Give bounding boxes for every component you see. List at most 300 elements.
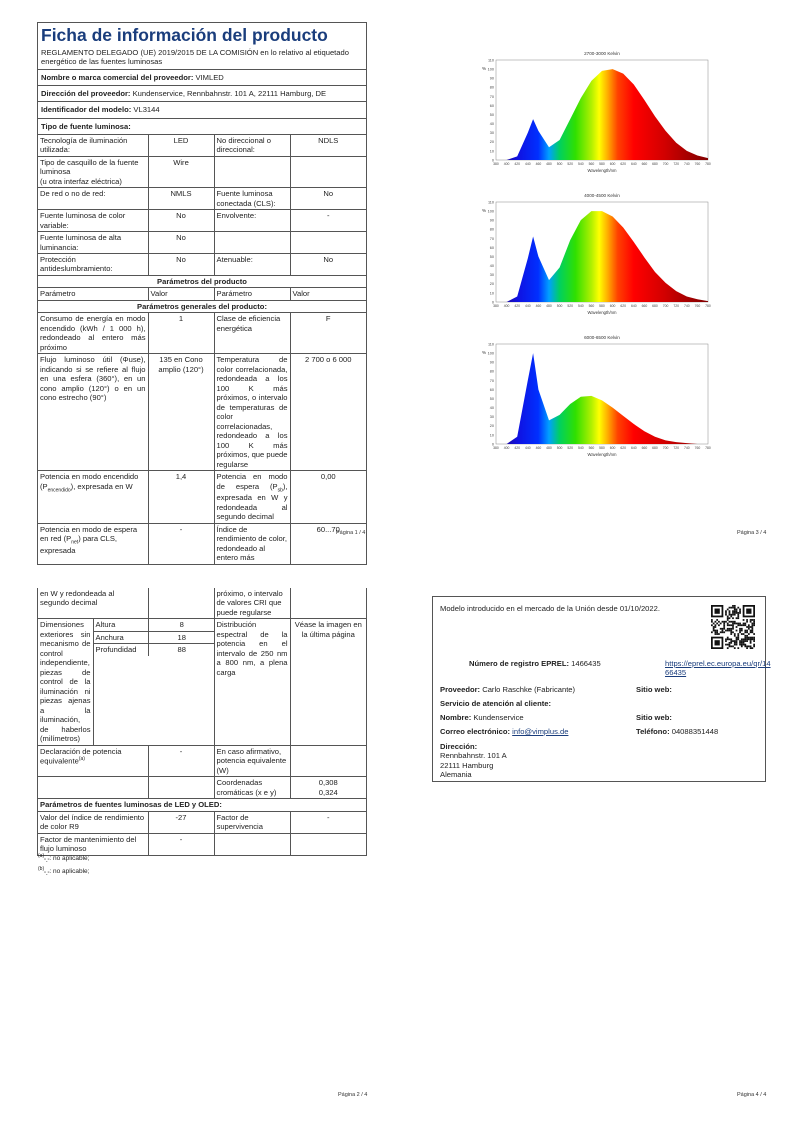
qr-code-icon[interactable] bbox=[711, 605, 755, 649]
product-sheet-page-1 bbox=[37, 22, 367, 565]
qr-module bbox=[734, 609, 736, 611]
qr-module bbox=[748, 628, 750, 630]
spectrum-title: 4000-4500 Kelvin bbox=[584, 193, 620, 198]
qr-module bbox=[713, 628, 715, 630]
qr-module bbox=[725, 630, 727, 632]
qr-module bbox=[730, 633, 732, 635]
x-tick-label: 520 bbox=[567, 304, 574, 308]
x-tick-label: 680 bbox=[652, 304, 658, 308]
qr-module bbox=[727, 616, 729, 618]
eprel-url-part-1: https://eprel.ec.europa.eu/qr/14 bbox=[665, 659, 771, 668]
power-on-label-end: ), expresada en W bbox=[70, 481, 133, 491]
qr-module bbox=[729, 612, 731, 614]
x-tick-label: 400 bbox=[503, 304, 510, 308]
x-axis-label: Wavelength/nm bbox=[587, 168, 617, 173]
table-cell bbox=[38, 471, 148, 524]
email-link[interactable]: info@vimplus.de bbox=[512, 727, 569, 736]
page-number-3: Página 3 / 4 bbox=[737, 530, 767, 536]
eprel-number: 1466435 bbox=[571, 659, 601, 668]
light-source-table bbox=[38, 135, 366, 564]
table-cell: Temperatura de color correlacionada, redondeada a los 100 K más próximos, o intervalo de temperaturas de color correlacionadas, redondeado a los 100 K más próximos, que puede regularse bbox=[214, 354, 290, 471]
qr-module bbox=[734, 647, 736, 649]
table-cell: próximo, o intervalo de valores CRI que puede regularse bbox=[214, 588, 290, 619]
x-tick-label: 460 bbox=[535, 162, 542, 166]
x-tick-label: 480 bbox=[546, 304, 552, 308]
table-cell: Fuente luminosa de color variable: bbox=[38, 210, 148, 232]
footnote-a bbox=[38, 852, 89, 865]
qr-module bbox=[734, 642, 736, 644]
x-tick-label: 500 bbox=[556, 446, 563, 450]
qr-module bbox=[736, 612, 738, 614]
qr-module bbox=[734, 623, 736, 625]
qr-module bbox=[736, 644, 738, 646]
qr-module bbox=[753, 624, 755, 626]
qr-module bbox=[722, 621, 724, 623]
qr-module bbox=[736, 623, 738, 625]
footnote-text: : no aplicable; bbox=[49, 855, 90, 863]
qr-module bbox=[729, 638, 731, 640]
x-tick-label: 680 bbox=[652, 446, 658, 450]
x-tick-label: 540 bbox=[577, 446, 584, 450]
spectrum-title: 6000-6500 Kelvin bbox=[584, 335, 620, 340]
qr-module bbox=[727, 628, 729, 630]
x-axis-label: Wavelength/nm bbox=[587, 310, 617, 315]
qr-module bbox=[725, 614, 727, 616]
qr-module bbox=[716, 631, 718, 633]
eprel-box bbox=[432, 596, 771, 782]
qr-module bbox=[736, 638, 738, 640]
qr-module bbox=[732, 640, 734, 642]
table-cell bbox=[214, 232, 290, 254]
x-tick-label: 640 bbox=[630, 446, 637, 450]
qr-module bbox=[718, 621, 720, 623]
eprel-link[interactable] bbox=[665, 659, 771, 677]
supplier-label: Proveedor: bbox=[440, 685, 481, 694]
table-cell: Flujo luminoso útil (Φuse), indicando si se refiere al flujo en una esfera (360°), en un cono amplio (120°) o en un cono estrecho (90°) bbox=[38, 354, 148, 471]
qr-module bbox=[732, 631, 734, 633]
x-tick-label: 560 bbox=[588, 162, 595, 166]
qr-module bbox=[729, 642, 731, 644]
table-cell: Índice de rendimiento de color, redondeado al entero más bbox=[214, 523, 290, 563]
x-tick-label: 600 bbox=[609, 162, 616, 166]
x-tick-label: 500 bbox=[556, 162, 563, 166]
page-number-2: Página 2 / 4 bbox=[338, 1092, 368, 1098]
footnote-sub: "-" bbox=[44, 871, 50, 878]
x-tick-label: 480 bbox=[546, 446, 552, 450]
table-cell bbox=[38, 777, 148, 799]
x-tick-label: 660 bbox=[641, 304, 648, 308]
qr-module bbox=[713, 630, 715, 632]
coord-y: 0,324 bbox=[318, 787, 338, 797]
qr-module bbox=[753, 621, 755, 623]
qr-module bbox=[750, 638, 752, 640]
y-tick-label: 110 bbox=[487, 342, 494, 347]
table-cell: Valor del índice de rendimiento de color R9 bbox=[38, 811, 148, 833]
qr-module bbox=[746, 630, 748, 632]
general-params-header: Parámetros generales del producto: bbox=[38, 300, 366, 312]
qr-module bbox=[741, 624, 743, 626]
table-cell: Envolvente: bbox=[214, 210, 290, 232]
table-cell: NMLS bbox=[148, 188, 214, 210]
y-tick-label: 100 bbox=[487, 67, 494, 72]
qr-module bbox=[727, 647, 729, 649]
x-tick-label: 580 bbox=[599, 304, 605, 308]
qr-module bbox=[722, 630, 724, 632]
x-tick-label: 620 bbox=[620, 446, 627, 450]
qr-module bbox=[729, 628, 731, 630]
name-label: Nombre: bbox=[440, 713, 472, 722]
table-cell bbox=[38, 156, 148, 187]
qr-module bbox=[744, 637, 746, 639]
y-tick-label: 30 bbox=[489, 131, 494, 136]
qr-module bbox=[751, 638, 753, 640]
qr-module bbox=[736, 610, 738, 612]
qr-module bbox=[743, 619, 745, 621]
y-tick-label: 0 bbox=[491, 300, 494, 305]
column-header-value: Valor bbox=[290, 288, 366, 300]
qr-module bbox=[736, 630, 738, 632]
x-tick-label: 600 bbox=[609, 446, 616, 450]
qr-module bbox=[734, 640, 736, 642]
table-row bbox=[38, 300, 366, 312]
qr-module bbox=[736, 617, 738, 619]
qr-module bbox=[716, 619, 718, 621]
qr-module bbox=[753, 638, 755, 640]
qr-module bbox=[748, 637, 750, 639]
table-cell: 1,4 bbox=[148, 471, 214, 524]
qr-module bbox=[725, 638, 727, 640]
dim-value: 88 bbox=[177, 645, 186, 655]
x-tick-label: 380 bbox=[493, 162, 499, 166]
qr-module bbox=[732, 623, 734, 625]
standby-label-end: ), expresada en W y redondeada al segundo decimal bbox=[216, 481, 288, 522]
website-label-1 bbox=[636, 685, 672, 694]
y-tick-label: 50 bbox=[489, 112, 494, 117]
qr-module bbox=[741, 645, 743, 647]
qr-module bbox=[750, 621, 752, 623]
email-label: Correo electrónico: bbox=[440, 727, 511, 736]
qr-module bbox=[746, 640, 748, 642]
y-tick-label: 10 bbox=[489, 433, 494, 438]
y-tick-label: 20 bbox=[489, 424, 494, 429]
table-cell: Fuente luminosa de alta luminancia: bbox=[38, 232, 148, 254]
qr-module bbox=[711, 619, 713, 621]
y-tick-label: 60 bbox=[489, 387, 494, 392]
equiv-label: Declaración de potencia equivalente bbox=[40, 746, 122, 766]
table-cell: De red o no de red: bbox=[38, 188, 148, 210]
qr-module bbox=[751, 631, 753, 633]
y-tick-label: 110 bbox=[487, 58, 494, 63]
qr-module bbox=[732, 612, 734, 614]
qr-module bbox=[737, 638, 739, 640]
table-cell: No bbox=[148, 232, 214, 254]
y-tick-label: 110 bbox=[487, 200, 494, 205]
page-number-1: Página 1 / 4 bbox=[336, 530, 366, 536]
qr-module bbox=[753, 623, 755, 625]
eprel-url-part-2: 66435 bbox=[665, 668, 687, 678]
footnote-sub: "-" bbox=[44, 858, 50, 865]
standby-subscript: sb bbox=[277, 487, 283, 494]
eprel-link-block bbox=[665, 659, 771, 678]
x-tick-label: 780 bbox=[705, 446, 711, 450]
table-cell bbox=[38, 523, 148, 563]
x-tick-label: 780 bbox=[705, 304, 711, 308]
qr-module bbox=[741, 642, 743, 644]
qr-module bbox=[734, 633, 736, 635]
qr-module bbox=[727, 637, 729, 639]
table-row bbox=[38, 275, 366, 287]
qr-module bbox=[746, 647, 748, 649]
power-on-label: Potencia en modo encendido (P bbox=[40, 472, 139, 491]
table-cell: LED bbox=[148, 135, 214, 156]
table-row bbox=[38, 156, 366, 187]
qr-module bbox=[730, 628, 732, 630]
qr-module bbox=[737, 612, 739, 614]
qr-module bbox=[725, 644, 727, 646]
qr-module bbox=[716, 623, 718, 625]
qr-module bbox=[739, 642, 741, 644]
dimensions-table bbox=[94, 619, 215, 655]
x-tick-label: 440 bbox=[524, 446, 531, 450]
qr-module bbox=[739, 630, 741, 632]
dim-label: Anchura bbox=[94, 631, 149, 643]
qr-module bbox=[750, 640, 752, 642]
x-tick-label: 700 bbox=[662, 446, 669, 450]
qr-module bbox=[711, 621, 713, 623]
qr-module bbox=[720, 623, 722, 625]
qr-module bbox=[739, 631, 741, 633]
qr-module bbox=[743, 642, 745, 644]
spectrum-chart bbox=[478, 48, 723, 176]
qr-module bbox=[751, 628, 753, 630]
qr-module bbox=[737, 635, 739, 637]
x-tick-label: 700 bbox=[662, 162, 669, 166]
qr-module bbox=[727, 638, 729, 640]
x-tick-label: 760 bbox=[694, 162, 701, 166]
qr-module bbox=[715, 609, 720, 614]
y-tick-label: 90 bbox=[489, 218, 494, 223]
qr-module bbox=[737, 616, 739, 618]
table-cell: - bbox=[148, 523, 214, 563]
table-cell: Factor de mantenimiento del flujo luminoso bbox=[38, 833, 148, 854]
x-tick-label: 400 bbox=[503, 446, 510, 450]
x-tick-label: 760 bbox=[694, 446, 701, 450]
qr-module bbox=[736, 626, 738, 628]
model-label: Identificador del modelo: bbox=[41, 105, 132, 115]
footnote-text: : no aplicable; bbox=[49, 868, 90, 876]
name-value: Kundenservice bbox=[473, 713, 524, 722]
qr-module bbox=[751, 647, 753, 649]
table-cell: 0,00 bbox=[290, 471, 366, 524]
customer-service-label bbox=[440, 699, 551, 708]
footnote-b bbox=[38, 865, 89, 878]
spectral-value: Véase la imagen en la última página bbox=[290, 619, 366, 745]
qr-module bbox=[741, 633, 743, 635]
qr-module bbox=[723, 626, 725, 628]
qr-module bbox=[718, 624, 720, 626]
table-cell bbox=[290, 777, 366, 799]
spectrum-title: 2700-3000 Kelvin bbox=[584, 51, 620, 56]
footnote-mark: (b) bbox=[38, 866, 45, 873]
y-tick-label: 20 bbox=[489, 140, 494, 145]
x-tick-label: 780 bbox=[705, 162, 711, 166]
qr-module bbox=[739, 640, 741, 642]
x-tick-label: 740 bbox=[683, 446, 690, 450]
qr-module bbox=[750, 645, 752, 647]
net-standby-label-end: ) para CLS, expresada bbox=[40, 534, 118, 556]
qr-module bbox=[725, 610, 727, 612]
table-cell: No bbox=[290, 253, 366, 275]
y-tick-label: 0 bbox=[491, 158, 494, 163]
qr-module bbox=[732, 645, 734, 647]
table-cell bbox=[290, 588, 366, 619]
qr-module bbox=[720, 631, 722, 633]
qr-module bbox=[744, 645, 746, 647]
supplier-value: Carlo Raschke (Fabricante) bbox=[482, 685, 576, 694]
net-standby-label: Potencia en modo de espera en red (P bbox=[40, 524, 138, 544]
address-block bbox=[440, 742, 507, 780]
dim-value: 18 bbox=[149, 631, 215, 643]
qr-module bbox=[753, 633, 755, 635]
qr-module bbox=[746, 631, 748, 633]
qr-module bbox=[734, 612, 736, 614]
qr-module bbox=[716, 630, 718, 632]
x-tick-label: 740 bbox=[683, 304, 690, 308]
table-cell bbox=[214, 833, 290, 854]
table-cell: Tecnología de iluminación utilizada: bbox=[38, 135, 148, 156]
x-tick-label: 640 bbox=[630, 162, 637, 166]
qr-module bbox=[753, 619, 755, 621]
qr-module bbox=[718, 633, 720, 635]
table-row bbox=[38, 811, 366, 833]
qr-module bbox=[744, 640, 746, 642]
x-tick-label: 720 bbox=[673, 304, 680, 308]
table-cell bbox=[214, 156, 290, 187]
qr-module bbox=[737, 617, 739, 619]
qr-module bbox=[753, 637, 755, 639]
qr-module bbox=[715, 626, 717, 628]
y-tick-label: 40 bbox=[489, 406, 494, 411]
x-tick-label: 380 bbox=[493, 304, 499, 308]
net-standby-subscript: net bbox=[71, 539, 79, 546]
qr-module bbox=[713, 623, 715, 625]
qr-module bbox=[748, 645, 750, 647]
table-row bbox=[38, 799, 366, 811]
qr-module bbox=[739, 612, 741, 614]
address-line-2: 22111 Hamburg bbox=[440, 760, 494, 770]
y-tick-label: 80 bbox=[489, 85, 494, 90]
supplier-address-label: Dirección del proveedor: bbox=[41, 89, 131, 99]
table-cell: 135 en Cono amplio (120°) bbox=[148, 354, 214, 471]
qr-module bbox=[751, 624, 753, 626]
address-line-1: Rennbahnstr. 101 A bbox=[440, 751, 507, 761]
x-tick-label: 760 bbox=[694, 304, 701, 308]
supplier-address-value: Kundenservice, Rennbahnstr. 101 A, 22111 Hamburg, DE bbox=[132, 89, 327, 99]
qr-module bbox=[751, 626, 753, 628]
qr-module bbox=[750, 642, 752, 644]
table-row bbox=[38, 354, 366, 471]
table-row bbox=[94, 631, 215, 643]
y-tick-label: 20 bbox=[489, 282, 494, 287]
y-tick-label: 100 bbox=[487, 209, 494, 214]
x-tick-label: 480 bbox=[546, 162, 552, 166]
qr-module bbox=[746, 637, 748, 639]
equiv-superscript: (a) bbox=[78, 756, 85, 763]
qr-module bbox=[737, 637, 739, 639]
qr-module bbox=[729, 610, 731, 612]
qr-module bbox=[730, 631, 732, 633]
qr-module bbox=[744, 638, 746, 640]
qr-module bbox=[737, 647, 739, 649]
qr-module bbox=[723, 623, 725, 625]
dim-label: Altura bbox=[94, 619, 149, 631]
table-cell: Coordenadas cromáticas (x e y) bbox=[214, 777, 290, 799]
qr-module bbox=[730, 645, 732, 647]
table-cell: Consumo de energía en modo encendido (kWh / 1 000 h), redondeado al entero más próximo bbox=[38, 313, 148, 354]
qr-module bbox=[730, 638, 732, 640]
spectrum-chart bbox=[478, 190, 723, 318]
qr-module bbox=[727, 623, 729, 625]
table-cell: - bbox=[290, 210, 366, 232]
phone-value: 04088351448 bbox=[671, 727, 719, 736]
y-tick-label: 70 bbox=[489, 94, 494, 99]
table-row bbox=[38, 135, 366, 156]
qr-module bbox=[739, 644, 741, 646]
power-on-subscript: encendido bbox=[47, 487, 71, 494]
table-cell: Fuente luminosa conectada (CLS): bbox=[214, 188, 290, 210]
qr-module bbox=[723, 621, 725, 623]
qr-module bbox=[746, 609, 751, 614]
y-unit-label: % bbox=[482, 350, 487, 355]
customer-service-text: Servicio de atención al cliente: bbox=[440, 699, 551, 708]
x-tick-label: 420 bbox=[514, 304, 521, 308]
table-row bbox=[38, 745, 366, 776]
qr-module bbox=[730, 614, 732, 616]
qr-module bbox=[715, 633, 717, 635]
qr-module bbox=[744, 631, 746, 633]
qr-module bbox=[734, 605, 736, 607]
table-cell: En caso afirmativo, potencia equivalente (W) bbox=[214, 745, 290, 776]
qr-module bbox=[732, 607, 734, 609]
footnote-mark: (a) bbox=[38, 853, 45, 859]
qr-module bbox=[743, 623, 745, 625]
qr-module bbox=[743, 624, 745, 626]
qr-module bbox=[723, 628, 725, 630]
qr-module bbox=[732, 628, 734, 630]
y-tick-label: 50 bbox=[489, 396, 494, 401]
y-tick-label: 100 bbox=[487, 351, 494, 356]
qr-module bbox=[741, 638, 743, 640]
x-tick-label: 520 bbox=[567, 162, 574, 166]
table-row bbox=[94, 644, 215, 656]
table-cell: -27 bbox=[148, 811, 214, 833]
qr-module bbox=[722, 631, 724, 633]
qr-module bbox=[744, 623, 746, 625]
y-tick-label: 60 bbox=[489, 103, 494, 108]
qr-module bbox=[739, 609, 741, 611]
qr-module bbox=[739, 628, 741, 630]
regulation-text: REGLAMENTO DELEGADO (UE) 2019/2015 DE LA COMISIÓN en lo relativo al etiquetado energético de las fuentes luminosas bbox=[38, 47, 366, 70]
table-cell bbox=[290, 156, 366, 187]
led-params-header: Parámetros de fuentes luminosas de LED y OLED: bbox=[38, 799, 366, 811]
qr-module bbox=[741, 630, 743, 632]
phone-line bbox=[636, 727, 718, 736]
phone-label: Teléfono: bbox=[636, 727, 670, 736]
supplier-name-label: Nombre o marca comercial del proveedor: bbox=[41, 73, 194, 83]
qr-module bbox=[743, 633, 745, 635]
eprel-line bbox=[469, 659, 601, 668]
qr-module bbox=[730, 607, 732, 609]
